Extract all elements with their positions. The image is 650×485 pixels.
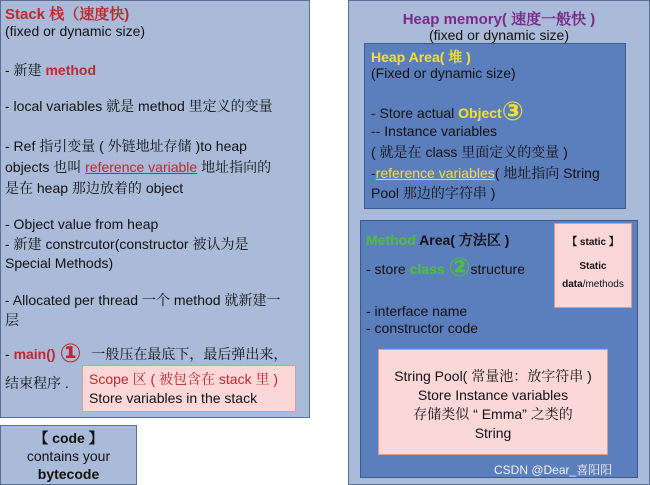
heap-ref-prefix: - (371, 165, 376, 181)
stack-title (5, 3, 129, 24)
method-store-prefix: - store (366, 261, 410, 277)
method-store-suffix: structure (470, 261, 525, 277)
string-pool-line3: 存储类似 “ Emma” 之类的 (413, 406, 573, 422)
stack-ref-line2-b: 地址指向的 (197, 159, 272, 175)
heap-class-def: ( 就是在 class 里面定义的变量 ) (371, 144, 568, 160)
number-one-circle-icon: ① (59, 338, 82, 368)
method-constructor: - constructor code (366, 320, 479, 336)
heap-store-prefix: - Store actual (371, 105, 459, 121)
method-store-class (366, 252, 525, 283)
stack-ctor-line1: - 新建 constrcutor(constructor 被认为是 (5, 236, 249, 252)
method-area-title-method: Method (366, 232, 416, 248)
number-two-circle-icon: ② (448, 252, 471, 282)
stack-object-value: - Object value from heap (5, 216, 159, 232)
stack-new-method-label: method (45, 62, 97, 78)
stack-local-vars: - local variables 就是 method 里定义的变量 (5, 98, 273, 114)
class-label: class (409, 261, 445, 277)
heap-title-text: Heap memory( 速度一般快 ) (402, 11, 596, 28)
stack-ref-line3: 是在 heap 那边放着的 object (5, 180, 184, 196)
reference-variable-link: reference variable (85, 159, 198, 175)
scope-box (82, 365, 296, 412)
heap-subtitle: (fixed or dynamic size) (428, 27, 570, 43)
stack-alloc-line1: - Allocated per thread 一个 method 就新建一 (5, 292, 281, 308)
scope-text: Store variables in the stack (89, 390, 258, 406)
object-label: Object (458, 105, 502, 121)
string-pool-line2: Store Instance variables (417, 387, 569, 403)
heap-area-sub: (Fixed or dynamic size) (371, 65, 516, 81)
code-box (0, 425, 137, 485)
reference-variables-link: reference variables (375, 165, 495, 181)
static-box-line3 (555, 278, 631, 291)
method-area-title-rest: Area( 方法区 ) (415, 232, 510, 248)
number-three-circle-icon: ③ (501, 96, 524, 126)
stack-ctor-line2: Special Methods) (5, 255, 114, 271)
static-box-line2: Static (579, 261, 607, 272)
stack-main-text: 一般压在最底下，最后弹出来， (91, 346, 288, 362)
watermark: CSDN @Dear_喜阳阳 (494, 463, 613, 477)
stack-ref-line2 (5, 158, 271, 177)
stack-main-line2: 结束程序 . (5, 375, 69, 391)
stack-title-text: Stack 栈（速度快) (5, 6, 130, 23)
string-pool-line4: String (474, 425, 512, 441)
method-area-title (366, 230, 509, 250)
heap-ref-suffix: ( 地址指向 String (494, 165, 600, 181)
heap-ref-line1 (371, 164, 600, 183)
stack-new-method (5, 60, 96, 80)
static-box (554, 223, 632, 308)
heap-instance-vars: -- Instance variables (371, 123, 498, 139)
stack-ref-line1: - Ref 指引变量 ( 外链地址存储 )to heap (5, 138, 247, 154)
code-box-line2: contains your (26, 448, 111, 464)
stack-ref-line2-a: objects 也叫 (5, 159, 86, 175)
heap-ref-line2: Pool 那边的字符串 ) (371, 185, 496, 201)
stack-alloc-line2: 层 (5, 312, 19, 328)
static-box-title: 【 static 】 (567, 237, 619, 248)
method-interface: - interface name (366, 303, 468, 319)
heap-area-title-text: Heap Area( 堆 ) (371, 49, 471, 65)
code-box-title: 【 code 】 (34, 430, 103, 446)
stack-new-prefix: - 新建 (5, 62, 46, 78)
stack-subtitle: (fixed or dynamic size) (5, 23, 146, 39)
string-pool-box (378, 349, 608, 455)
scope-title: Scope 区 ( 被包含在 stack 里 ) (89, 371, 279, 387)
static-methods-label: /methods (582, 279, 624, 290)
code-box-line3: bytecode (37, 466, 100, 482)
main-method-label: main() (13, 346, 56, 362)
static-data-label: data (562, 279, 583, 290)
string-pool-title: String Pool( 常量池：放字符串 ) (394, 368, 592, 384)
stack-main-prefix: - (5, 346, 14, 362)
